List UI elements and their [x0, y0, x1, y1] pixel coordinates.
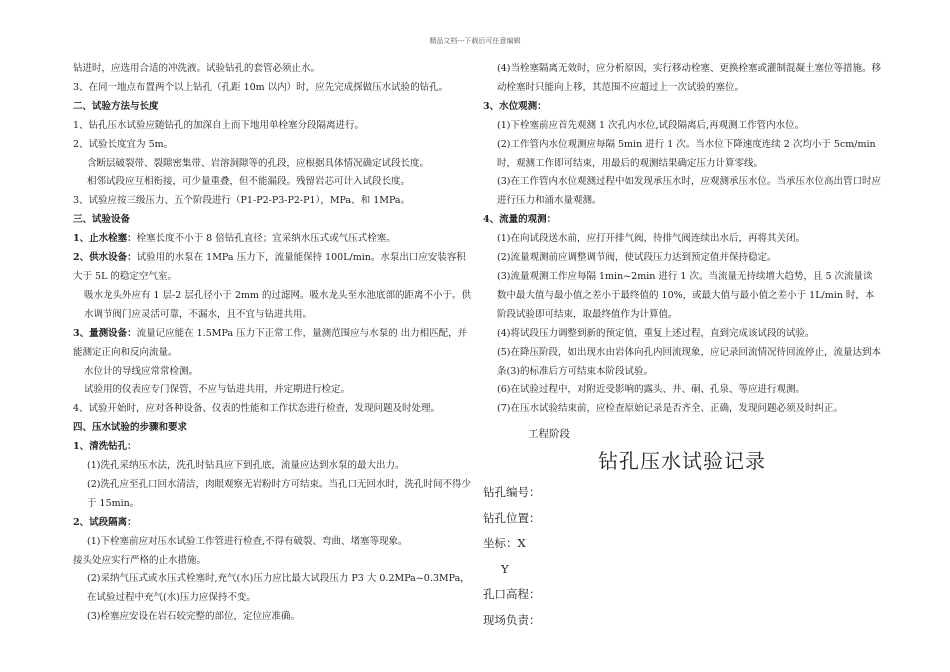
- paragraph: (2)洗孔应至孔口回水清洁，肉眼观察无岩粉时方可结束。当孔口无回水时，洗孔时间不得少于 15min。: [87, 478, 471, 509]
- field-site-lead: 现场负责：: [483, 612, 541, 627]
- text-line: (1)洗孔采纳压水法，洗孔时钻具应下到孔底，流量应达到水泵的最大出力。: [87, 460, 405, 472]
- text-line: 1、钻孔压水试验应随钻孔的加深自上而下地用单栓塞分段隔离进行。: [73, 119, 365, 131]
- text-line: (4)将试段压力调整到新的预定值，重复上述过程，直到完成该试段的试验。: [497, 327, 815, 339]
- paragraph: (2)采纳气压式或水压式栓塞时,充气(水)压力应比最大试段压力 P3 大 0.2MPa~0.3MPa，在试验过程中充气(水)压力应保持不变。: [87, 573, 470, 604]
- field-coordinate-y: Y: [501, 561, 509, 576]
- field-hole-number: 钻孔编号：: [483, 485, 541, 500]
- item-text: 栓塞长度不小于 8 倍钻孔直径；宜采纳水压式或气压式栓塞。: [136, 233, 396, 245]
- right-column: [483, 60, 881, 633]
- paragraph: (2)工作管内水位观测应每隔 5min 进行 1 次。当水位下降速度连续 2 次均小于 5cm/min 时，观测工作即可结束，用最后的观测结果确定压力计算零线。: [497, 138, 876, 169]
- field-collar-elevation: 孔口高程：: [483, 587, 541, 602]
- text-line: 2、试验长度宜为 5m。: [73, 138, 174, 150]
- item-text: 试验用的水泵在 1MPa 压力下，流量能保持 100L/min。水泵出口应安装容积大于 5L 的稳定空气室。: [73, 252, 466, 282]
- text-line: (2)流量观测前应调整调节阀，使试段压力达到预定值并保持稳定。: [497, 252, 777, 264]
- field-hole-position: 钻孔位置：: [483, 510, 541, 525]
- section-heading: 3、水位观测：: [483, 100, 547, 112]
- text-line: 水位计的导线应常常检测。: [84, 365, 199, 377]
- text-line: (1)下栓塞前应对压水试验工作管进行检查,不得有破裂、弯曲、堵塞等现象。: [87, 535, 408, 547]
- item-lead: 2、供水设备：: [73, 252, 137, 264]
- paragraph: (4)当栓塞隔离无效时，应分析原因，实行移动栓塞、更换栓塞或灌制混凝土塞位等措施。移动栓塞时只能向上移，其范围不应超过上一次试验的塞位。: [497, 63, 881, 93]
- paragraph: [73, 230, 471, 249]
- text-line: 试验用的仪表应专门保管，不应与钻进共用，并定期进行检定。: [84, 384, 351, 396]
- left-column: [73, 60, 471, 627]
- section-heading: 四、压水试验的步骤和要求: [73, 422, 188, 434]
- paragraph: 吸水龙头外应有 1 层-2 层孔径小于 2mm 的过滤网。吸水龙头至水池底部的距离不小于。供水调节阀门应灵活可靠，不漏水，且不宜与钻进共用。: [84, 289, 471, 320]
- item-lead: 3、量测设备：: [73, 327, 137, 339]
- text-line: 4、试验开始时，应对各种设备、仪表的性能和工作状态进行检查，发现问题及时处理。: [73, 403, 441, 415]
- paragraph: (3)流量观测工作应每隔 1min~2min 进行 1 次。当流量无持续增大趋势，且 5 次流量读数中最大值与最小值之差小于最终值的 10%，或最大值与最小值之差小于 1L/min 时，本阶段试验即可结束，取最终值作为计算值。: [497, 270, 875, 320]
- item-text: 流量记应能在 1.5MPa 压力下正常工作，量测范围应与水泵的 出力相匹配，并能测定正向和反向流量。: [73, 327, 468, 358]
- text-line: (6)在试验过程中，对附近受影响的露头、井、硐、孔泉、等应进行观测。: [497, 384, 805, 396]
- text-line: 相邻试段应互相衔接，可少量重叠，但不能漏段。残留岩芯可计入试段长度。: [87, 176, 411, 188]
- paragraph: (5)在降压阶段，如出现水由岩体向孔内回流现象，应记录回流情况待回流停止，流量达到本条(3)的标准后方可结束本阶段试验。: [497, 346, 881, 377]
- section-heading: 4、流量的观测：: [483, 214, 557, 226]
- text-line: 含断层破裂带、裂隙密集带、岩溶洞隙等的孔段，应根据具体情况确定试段长度。: [87, 157, 430, 169]
- subsection-heading: 2、试段隔离：: [73, 516, 137, 528]
- item-lead: 1、止水栓塞：: [73, 233, 137, 245]
- form-title: 钻孔压水试验记录: [598, 449, 766, 474]
- project-stage-label: 工程阶段: [528, 428, 570, 441]
- paragraph: (3)在工作管内水位观测过程中如发现承压水时，应观测承压水位。当承压水位高出管口时应进行压力和涌水量观测。: [497, 176, 881, 207]
- section-heading: 二、试验方法与长度: [73, 100, 159, 112]
- text-line: 3、在同一地点布置两个以上钻孔（孔距 10m 以内）时，应先完成探做压水试验的钻孔。: [73, 81, 449, 93]
- text-line: 接头处应实行严格的止水措施。: [73, 554, 207, 566]
- field-coordinate-x: 坐标：X: [483, 536, 526, 551]
- subsection-heading: 1、清洗钻孔：: [73, 441, 137, 453]
- text-line: 钻进时，应选用合适的冲洗液。试验钻孔的套管必须止水。: [73, 63, 321, 74]
- paragraph: [73, 325, 471, 363]
- paragraph: [73, 249, 471, 287]
- header-note: 精品文档---下载后可任意编辑: [429, 37, 521, 45]
- text-line: (1)下栓塞前应首先观测 1 次孔内水位,试段隔离后,再观测工作管内水位。: [497, 119, 805, 131]
- text-line: (3)栓塞应安设在岩石较完整的部位，定位应准确。: [87, 611, 300, 623]
- section-heading: 三、试验设备: [73, 214, 131, 226]
- text-line: 3、试验应按三级压力、五个阶段进行（P1-P2-P3-P2-P1），MPa、和 1MPa。: [73, 195, 411, 207]
- text-line: (1)在向试段送水前，应打开排气阀，待排气阀连续出水后，再将其关闭。: [497, 233, 805, 245]
- text-line: (7)在压水试验结束前，应检查原始记录是否齐全、正确，发现问题必须及时纠正。: [497, 403, 843, 415]
